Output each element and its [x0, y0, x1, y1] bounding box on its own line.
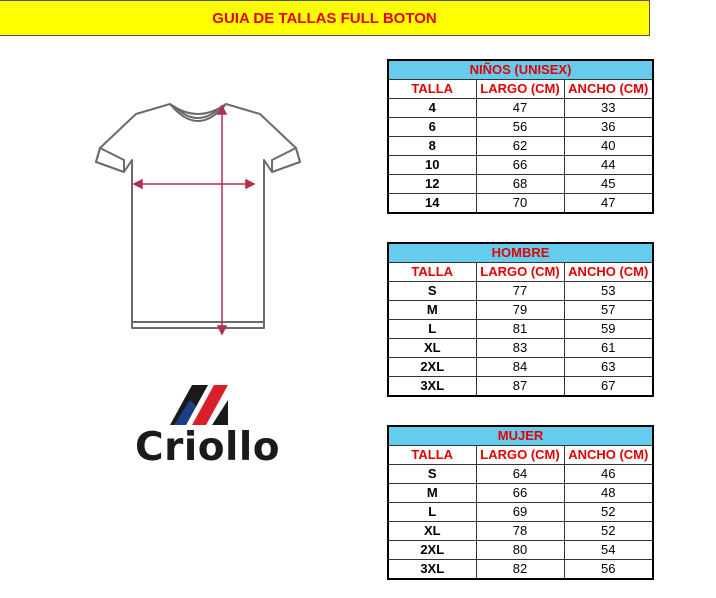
cell-talla: 12 — [388, 175, 476, 194]
cell-ancho: 61 — [564, 339, 653, 358]
cell-talla: M — [388, 484, 476, 503]
table-title: MUJER — [388, 426, 653, 446]
table-row — [388, 484, 653, 503]
cell-largo: 62 — [476, 137, 564, 156]
cell-largo: 66 — [476, 484, 564, 503]
cell-ancho: 45 — [564, 175, 653, 194]
cell-talla: 14 — [388, 194, 476, 214]
size-table-mujer — [387, 425, 654, 580]
size-table-hombre — [387, 242, 654, 397]
cell-talla: 3XL — [388, 377, 476, 397]
cell-talla: 2XL — [388, 358, 476, 377]
table-row — [388, 282, 653, 301]
cell-talla: XL — [388, 339, 476, 358]
cell-largo: 66 — [476, 156, 564, 175]
cell-ancho: 40 — [564, 137, 653, 156]
table-row — [388, 503, 653, 522]
cell-ancho: 36 — [564, 118, 653, 137]
table-title: NIÑOS (UNISEX) — [388, 60, 653, 80]
cell-ancho: 53 — [564, 282, 653, 301]
page-title: GUIA DE TALLAS FULL BOTON — [0, 0, 650, 36]
cell-talla: M — [388, 301, 476, 320]
cell-ancho: 46 — [564, 465, 653, 484]
table-row — [388, 541, 653, 560]
cell-ancho: 52 — [564, 522, 653, 541]
table-row — [388, 522, 653, 541]
cell-ancho: 63 — [564, 358, 653, 377]
col-header-talla: TALLA — [388, 263, 476, 282]
cell-largo: 56 — [476, 118, 564, 137]
cell-ancho: 54 — [564, 541, 653, 560]
cell-ancho: 47 — [564, 194, 653, 214]
table-row — [388, 339, 653, 358]
criollo-logo-icon — [130, 380, 260, 430]
table-row — [388, 99, 653, 118]
cell-talla: XL — [388, 522, 476, 541]
cell-largo: 82 — [476, 560, 564, 580]
table-row — [388, 118, 653, 137]
table-row — [388, 358, 653, 377]
table-row — [388, 465, 653, 484]
cell-largo: 77 — [476, 282, 564, 301]
cell-largo: 83 — [476, 339, 564, 358]
cell-talla: 4 — [388, 99, 476, 118]
table-row — [388, 377, 653, 397]
cell-largo: 70 — [476, 194, 564, 214]
cell-largo: 79 — [476, 301, 564, 320]
col-header-ancho: ANCHO (CM) — [564, 80, 653, 99]
tshirt-measurement-icon — [88, 100, 308, 340]
cell-ancho: 44 — [564, 156, 653, 175]
col-header-ancho: ANCHO (CM) — [564, 446, 653, 465]
cell-talla: L — [388, 320, 476, 339]
cell-talla: L — [388, 503, 476, 522]
table-row — [388, 320, 653, 339]
cell-ancho: 57 — [564, 301, 653, 320]
cell-largo: 78 — [476, 522, 564, 541]
cell-largo: 47 — [476, 99, 564, 118]
cell-talla: 3XL — [388, 560, 476, 580]
col-header-talla: TALLA — [388, 446, 476, 465]
cell-largo: 68 — [476, 175, 564, 194]
cell-talla: 6 — [388, 118, 476, 137]
cell-largo: 80 — [476, 541, 564, 560]
cell-ancho: 52 — [564, 503, 653, 522]
col-header-ancho: ANCHO (CM) — [564, 263, 653, 282]
cell-ancho: 67 — [564, 377, 653, 397]
cell-largo: 64 — [476, 465, 564, 484]
cell-ancho: 59 — [564, 320, 653, 339]
cell-largo: 81 — [476, 320, 564, 339]
table-title: HOMBRE — [388, 243, 653, 263]
brand-name: Criollo — [135, 425, 281, 470]
cell-talla: 8 — [388, 137, 476, 156]
cell-ancho: 56 — [564, 560, 653, 580]
table-row — [388, 301, 653, 320]
cell-talla: S — [388, 465, 476, 484]
col-header-largo: LARGO (CM) — [476, 80, 564, 99]
cell-ancho: 33 — [564, 99, 653, 118]
table-row — [388, 137, 653, 156]
col-header-largo: LARGO (CM) — [476, 263, 564, 282]
table-row — [388, 175, 653, 194]
cell-largo: 84 — [476, 358, 564, 377]
cell-talla: 10 — [388, 156, 476, 175]
cell-talla: S — [388, 282, 476, 301]
size-table-ninos — [387, 59, 654, 214]
table-row — [388, 156, 653, 175]
cell-largo: 87 — [476, 377, 564, 397]
col-header-largo: LARGO (CM) — [476, 446, 564, 465]
col-header-talla: TALLA — [388, 80, 476, 99]
cell-ancho: 48 — [564, 484, 653, 503]
table-row — [388, 194, 653, 214]
table-row — [388, 560, 653, 580]
cell-largo: 69 — [476, 503, 564, 522]
cell-talla: 2XL — [388, 541, 476, 560]
